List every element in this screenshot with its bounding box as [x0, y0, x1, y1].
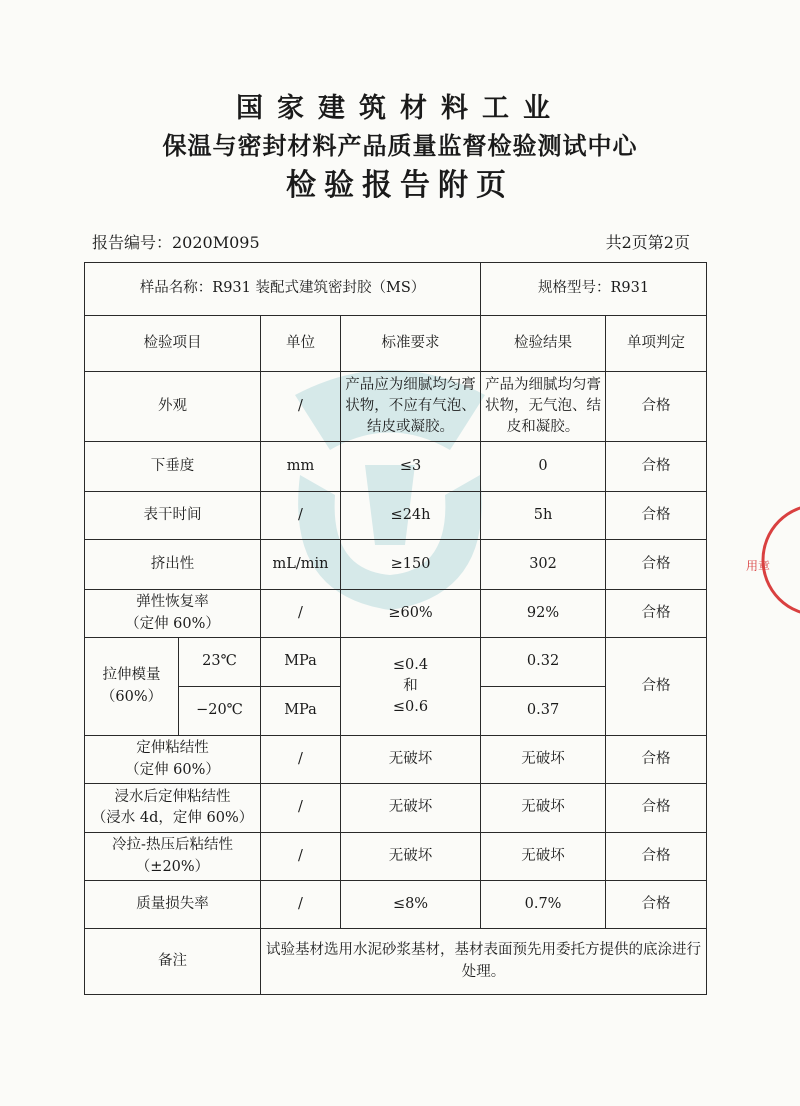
item-cell	[85, 590, 261, 638]
requirement-cell: 无破坏	[341, 784, 481, 833]
item-condition: （定伸 60%）	[125, 615, 220, 632]
unit-cell: /	[261, 736, 341, 784]
item-cell: 挤出性	[85, 540, 261, 590]
table-row	[85, 540, 707, 590]
item-label: 定伸粘结性	[136, 740, 209, 757]
header-title-line-2: 保温与密封材料产品质量监督检验测试中心	[162, 131, 638, 160]
item-cell	[85, 736, 261, 784]
result-cell: 5h	[481, 492, 606, 540]
requirement-cell: ≤24h	[341, 492, 481, 540]
page-info: 共2页第2页	[605, 233, 690, 252]
unit-cell: mm	[261, 442, 341, 492]
item-condition: （定伸 60%）	[125, 761, 220, 778]
svg-text:用章: 用章	[746, 559, 771, 573]
requirement-and: 和	[403, 677, 418, 694]
col-header-requirement: 标准要求	[341, 316, 481, 372]
result-cell: 无破坏	[481, 784, 606, 833]
col-header-unit: 单位	[261, 316, 341, 372]
judgement-cell: 合格	[606, 492, 707, 540]
item-condition: （浸水 4d，定伸 60%）	[91, 810, 254, 826]
sample-name: 样品名称：R931 装配式建筑密封胶（MS）	[85, 263, 481, 316]
result-cell: 92%	[481, 590, 606, 638]
inspection-table	[84, 262, 707, 995]
item-cell	[85, 784, 261, 833]
result-cell: 产品为细腻均匀膏状物，无气泡、结皮和凝胶。	[481, 372, 606, 442]
result-cell: 0.32	[481, 638, 606, 687]
item-label: 拉伸模量	[102, 667, 161, 684]
unit-cell: MPa	[261, 687, 341, 736]
header-title-line-3: 检验报告附页	[286, 168, 514, 203]
unit-cell: /	[261, 881, 341, 929]
report-number: 报告编号：2020M095	[92, 233, 260, 252]
table-row	[85, 492, 707, 540]
table-row	[85, 833, 707, 881]
modulus-row-23	[85, 638, 707, 687]
col-header-judgement: 单项判定	[606, 316, 707, 372]
temperature-cell: −20℃	[179, 687, 261, 736]
table-row	[85, 736, 707, 784]
item-cell: 下垂度	[85, 442, 261, 492]
judgement-cell: 合格	[606, 372, 707, 442]
table-row	[85, 372, 707, 442]
sample-info-row	[85, 263, 707, 316]
requirement-cell: 无破坏	[341, 833, 481, 881]
col-header-item: 检验项目	[85, 316, 261, 372]
judgement-cell: 合格	[606, 784, 707, 833]
item-label: 浸水后定伸粘结性	[114, 788, 231, 805]
requirement-cell: 无破坏	[341, 736, 481, 784]
item-label: 弹性恢复率	[136, 594, 209, 611]
table-row	[85, 881, 707, 929]
unit-cell: /	[261, 590, 341, 638]
table-row	[85, 590, 707, 638]
item-cell: 外观	[85, 372, 261, 442]
unit-cell: MPa	[261, 638, 341, 687]
table-row	[85, 442, 707, 492]
red-seal-stamp	[738, 500, 800, 620]
unit-cell: /	[261, 784, 341, 833]
item-condition: （±20%）	[135, 858, 210, 875]
spec-model: 规格型号：R931	[481, 263, 707, 316]
unit-cell: /	[261, 492, 341, 540]
remarks-label: 备注	[85, 929, 261, 995]
temperature-cell: 23℃	[179, 638, 261, 687]
result-cell: 0.7%	[481, 881, 606, 929]
judgement-cell: 合格	[606, 638, 707, 736]
requirement-minus20: ≤0.6	[392, 699, 429, 715]
unit-cell: /	[261, 833, 341, 881]
item-cell: 质量损失率	[85, 881, 261, 929]
item-label: 冷拉-热压后粘结性	[112, 837, 233, 854]
item-condition: （60%）	[100, 688, 163, 705]
judgement-cell: 合格	[606, 442, 707, 492]
result-cell: 302	[481, 540, 606, 590]
requirement-cell: 产品应为细腻均匀膏状物，不应有气泡、结皮或凝胶。	[341, 372, 481, 442]
remarks-row	[85, 929, 707, 995]
result-cell: 无破坏	[481, 833, 606, 881]
table-header-row	[85, 316, 707, 372]
requirement-cell: ≥150	[341, 540, 481, 590]
result-cell: 0	[481, 442, 606, 492]
requirement-cell: ≤8%	[341, 881, 481, 929]
judgement-cell: 合格	[606, 540, 707, 590]
unit-cell: /	[261, 372, 341, 442]
requirement-23: ≤0.4	[392, 656, 429, 673]
item-cell	[85, 833, 261, 881]
header-title-line-1: 国家建筑材料工业	[236, 93, 564, 124]
judgement-cell: 合格	[606, 881, 707, 929]
judgement-cell: 合格	[606, 736, 707, 784]
result-cell: 0.37	[481, 687, 606, 736]
judgement-cell: 合格	[606, 833, 707, 881]
result-cell: 无破坏	[481, 736, 606, 784]
unit-cell: mL/min	[261, 540, 341, 590]
modulus-requirement-cell	[341, 638, 481, 736]
requirement-cell: ≤3	[341, 442, 481, 492]
table-row	[85, 784, 707, 833]
remarks-text: 试验基材选用水泥砂浆基材，基材表面预先用委托方提供的底涂进行处理。	[261, 929, 707, 995]
modulus-item-cell	[85, 638, 179, 736]
judgement-cell: 合格	[606, 590, 707, 638]
item-cell: 表干时间	[85, 492, 261, 540]
col-header-result: 检验结果	[481, 316, 606, 372]
requirement-cell: ≥60%	[341, 590, 481, 638]
